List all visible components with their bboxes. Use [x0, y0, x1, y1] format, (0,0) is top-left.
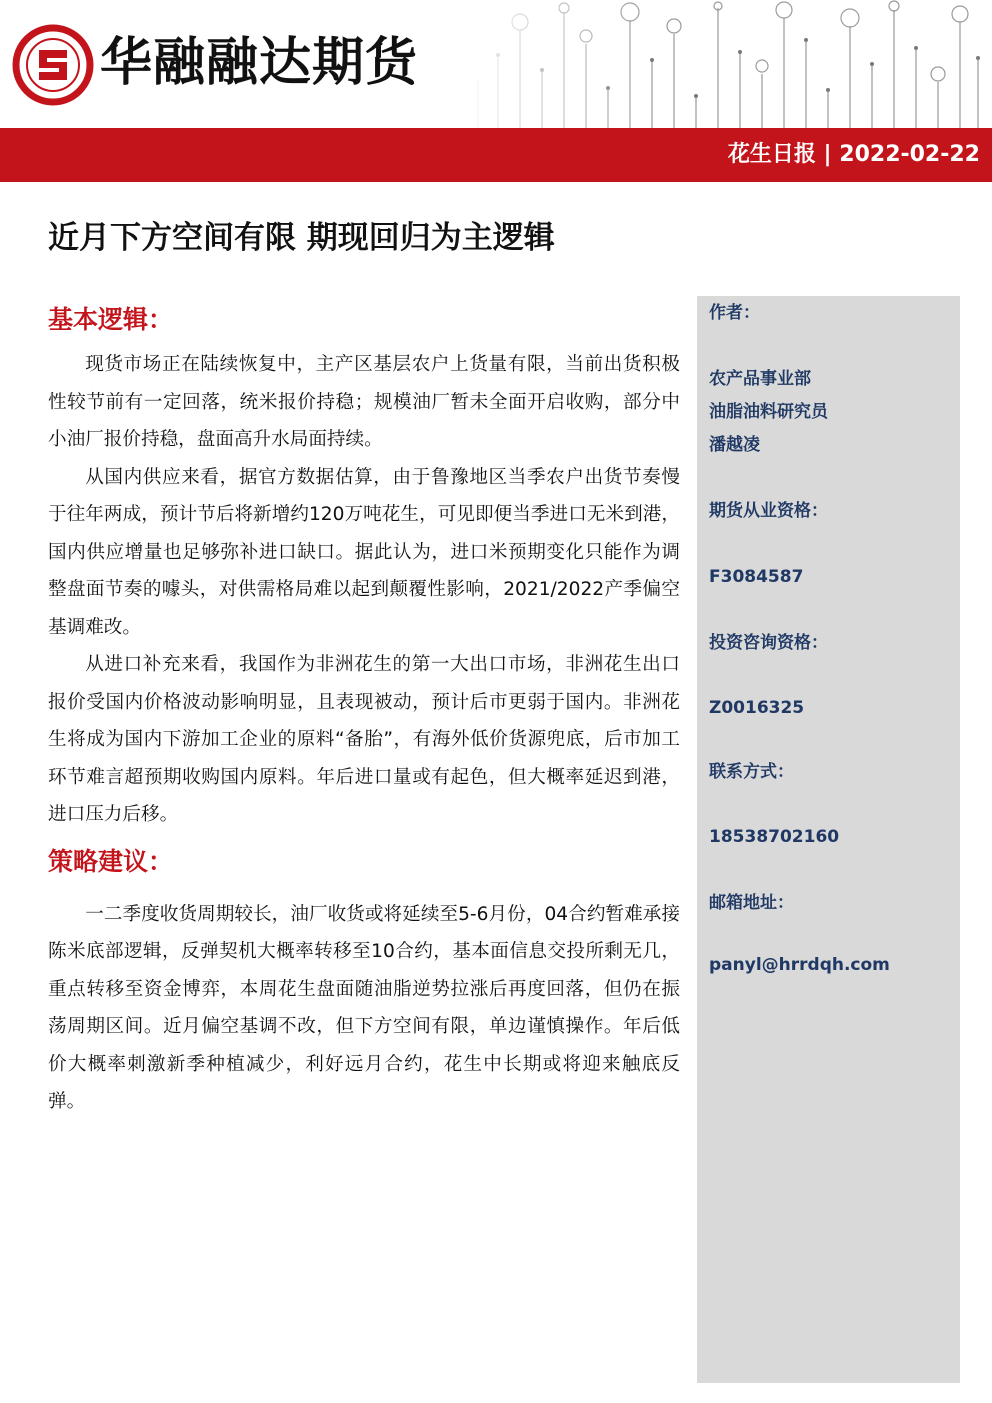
main-content: [48, 300, 680, 1121]
investment-qualification-label: 投资咨询资格：: [709, 633, 828, 653]
report-type-date: [728, 138, 980, 172]
author-sidebar: [697, 296, 960, 1383]
brand-name: 华融融达期货: [100, 32, 419, 93]
decorative-network-graphic: [458, 0, 992, 128]
report-headline: 近月下方空间有限 期现回归为主逻辑: [48, 220, 555, 256]
company-logo-icon: [12, 24, 94, 106]
paragraph: 现货市场正在陆续恢复中，主产区基层农户上货量有限，当前出货积极性较节前有一定回落，统米报价持稳；规模油厂暂未全面开启收购，部分中小油厂报价持稳，盘面高升水局面持续。: [48, 354, 680, 450]
author-department: 农产品事业部: [709, 369, 811, 389]
paragraph: 从国内供应来看，据官方数据估算，由于鲁豫地区当季农户出货节奏慢于往年两成，预计节后将新增约120万吨花生，可见即便当季进口无米到港，国内供应增量也足够弥补进口缺口。据此认为，进口米预期变化只能作为调整盘面节奏的噱头，对供需格局难以起到颠覆性影响，2021/2022产季偏空基调难改。: [48, 466, 680, 638]
author-role: 油脂油料研究员: [709, 402, 828, 422]
email-label: 邮箱地址：: [709, 893, 794, 913]
report-date: 2022-02-22: [839, 142, 980, 167]
section-title-basic-logic: 基本逻辑：: [48, 305, 174, 334]
section-title-strategy: 策略建议：: [48, 846, 174, 876]
email-address[interactable]: panyl@hrrdqh.com: [709, 955, 890, 975]
author-label: 作者：: [709, 303, 760, 323]
futures-qualification-label: 期货从业资格：: [709, 501, 828, 521]
report-type: 花生日报: [727, 142, 816, 167]
author-name: 潘越凌: [709, 435, 760, 455]
report-header: [0, 0, 992, 185]
contact-phone: 18538702160: [709, 827, 840, 847]
paragraph: 一二季度收货周期较长，油厂收货或将延续至5-6月份，04合约暂难承接陈米底部逻辑，反弹契机大概率转移至10合约，基本面信息交投所剩无几，重点转移至资金博弈，本周花生盘面随油脂逆势拉涨后再度回落，但仍在振荡周期区间。近月偏空基调不改，但下方空间有限，单边谨慎操作。年后低价大概率刺激新季种植减少，利好远月合约，花生中长期或将迎来触底反弹。: [48, 903, 680, 1112]
futures-qualification-value: F3084587: [709, 567, 804, 587]
investment-qualification-value: Z0016325: [709, 698, 805, 718]
tag-separator: |: [823, 142, 832, 167]
paragraph: 从进口补充来看，我国作为非洲花生的第一大出口市场，非洲花生出口报价受国内价格波动影响明显，且表现被动，预计后市更弱于国内。非洲花生将成为国内下游加工企业的原料“备胎”，有海外低价货源兜底，后市加工环节难言超预期收购国内原料。年后进口量或有起色，但大概率延迟到港，进口压力后移。: [48, 654, 680, 825]
contact-label: 联系方式：: [709, 762, 794, 782]
